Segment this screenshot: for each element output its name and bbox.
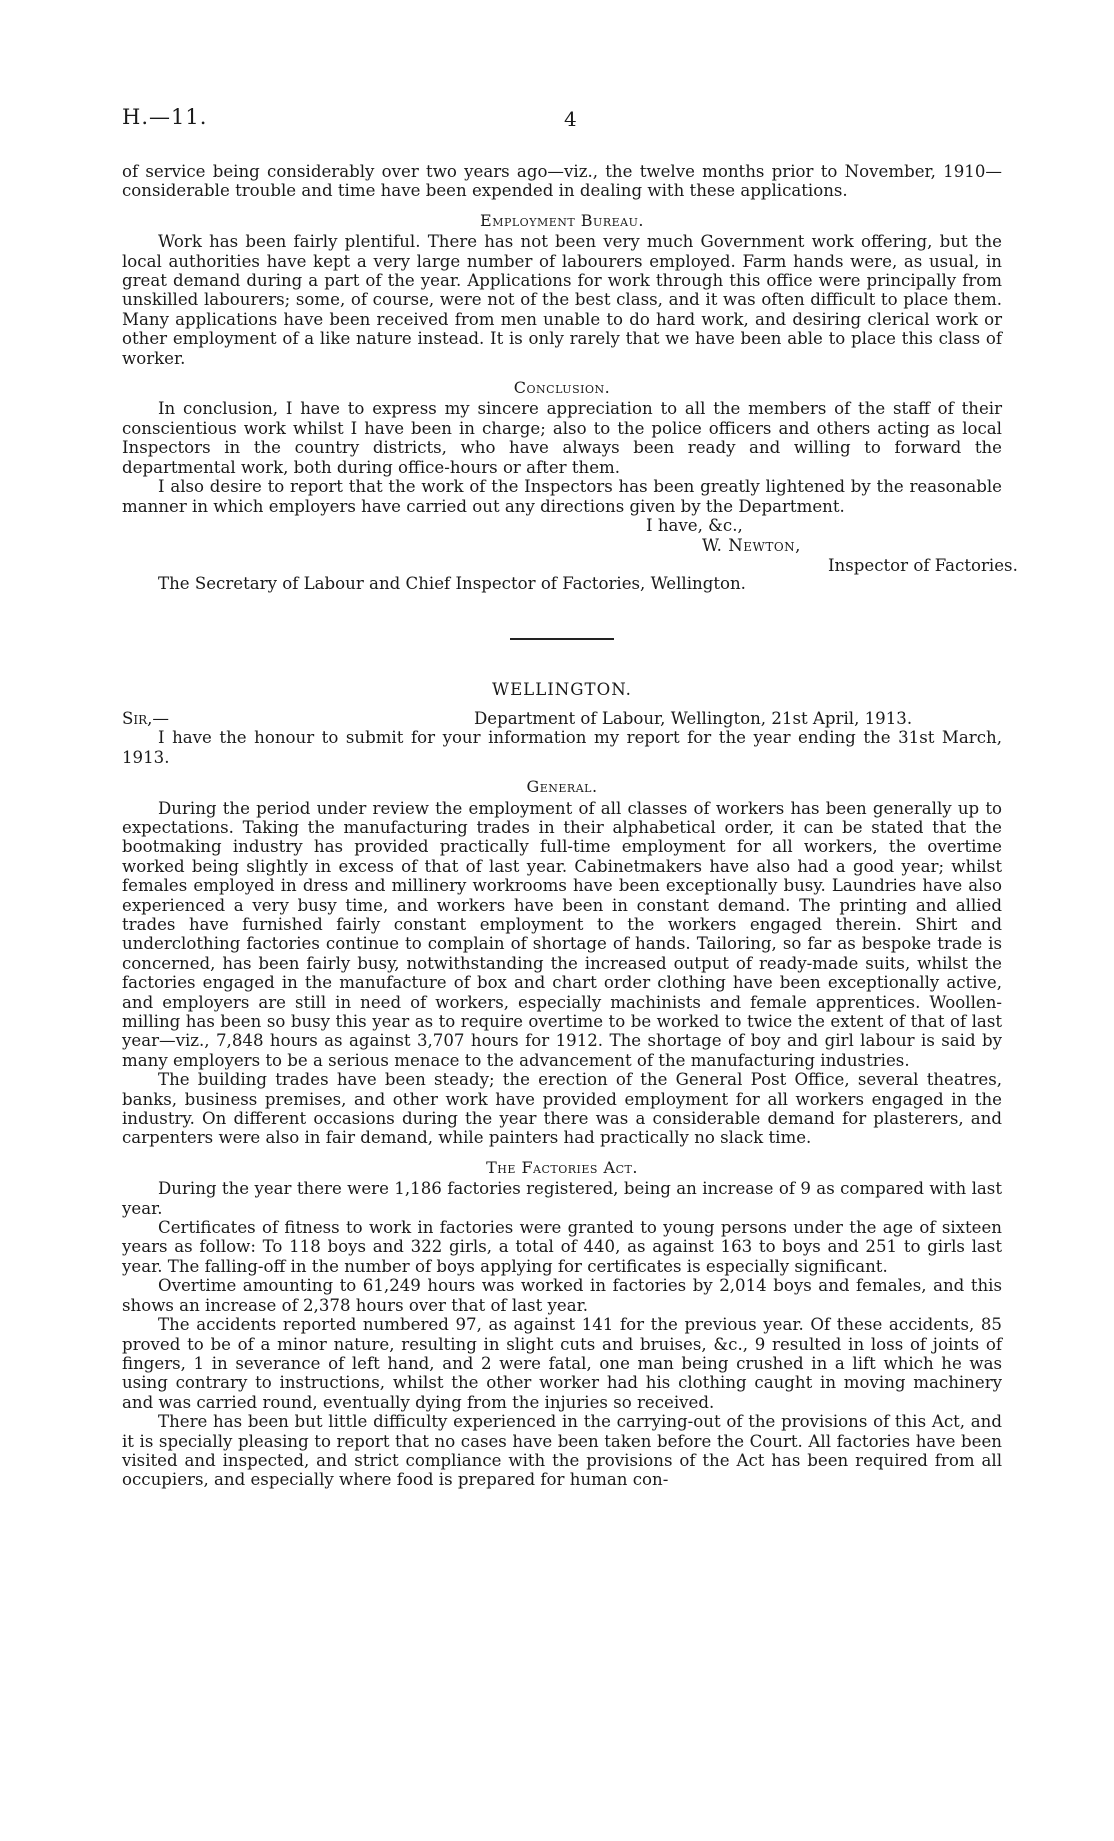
closing-line: I have, &c., [646, 515, 743, 535]
page-body [122, 162, 1018, 1490]
conclusion-paragraph: I also desire to report that the work of the Inspectors has been greatly lightened by the reasonable manner in which employers have carried out any directions given by the Department. [122, 477, 1002, 516]
conclusion-paragraph: In conclusion, I have to express my sincere appreciation to all the members of the staff of their conscientious work whilst I have been in charge; also to the police officers and others acting as local Inspectors in the country districts, who have always been ready and willing to forward the departmental work, both during office-hours or after them. [122, 399, 1002, 477]
general-paragraph: The building trades have been steady; the erection of the General Post Office, several theatres, banks, business premises, and other work have provided employment for all workers engaged in the industry. On different occasions during the year there was a considerable demand for plasterers, and carpenters were also in fair demand, while painters had practically no slack time. [122, 1070, 1002, 1148]
factories-act-heading: The Factories Act. [486, 1157, 638, 1177]
factories-act-paragraph: During the year there were 1,186 factories registered, being an increase of 9 as compared with last year. [122, 1179, 1002, 1218]
report-intro: I have the honour to submit for your information my report for the year ending the 31st March, 1913. [122, 728, 1002, 767]
conclusion-heading: Conclusion. [513, 378, 611, 398]
salutation: Sir,— [122, 709, 170, 729]
signoff-block [122, 515, 1018, 594]
sheet-code: H.—11. [122, 105, 208, 129]
employment-bureau-heading: Employment Bureau. [480, 210, 644, 230]
signature: W. Newton, [702, 535, 801, 555]
salutation-line [122, 709, 1002, 728]
factories-act-paragraph: Certificates of fitness to work in factories were granted to young persons under the age of sixteen years as follow: To 118 boys and 322 girls, a total of 440, as against 163 to boys and 251 to girls last year. The falling-off in the number of boys applying for certificates is especially significant. [122, 1218, 1002, 1276]
general-heading: General. [526, 777, 598, 797]
factories-act-paragraph: There has been but little difficulty experienced in the carrying-out of the provisions of this Act, and it is specially pleasing to report that no cases have been taken before the Court. All factories have been visited and inspected, and strict compliance with the provisions of the Act has been required from all occupiers, and especially where food is prepared for human con- [122, 1412, 1002, 1490]
addressee: The Secretary of Labour and Chief Inspector of Factories, Wellington. [158, 573, 746, 593]
report-place-heading: WELLINGTON. [492, 679, 632, 699]
general-paragraph: During the period under review the employment of all classes of workers has been generally up to expectations. Taking the manufacturing trades in their alphabetical order, it can be stated that the bootmaking industry has provided practically full-time employment for all workers, the overtime worked being slightly in excess of that of last year. Cabinetmakers have also had a good year; whilst females employed in dress and millinery workrooms have been exceptionally busy. Laundries have also experienced a very busy time, and workers have been in constant demand. The printing and allied trades have furnished fairly constant employment to the workers engaged therein. Shirt and underclothing factories continue to complain of shortage of hands. Tailoring, so far as bespoke trade is concerned, has been fairly busy, notwithstanding the increased output of ready-made suits, whilst the factories engaged in the manufacture of box and chart order clothing have been exceptionally active, and employers are still in need of workers, especially machinists and female apprentices. Woollen-milling has been so busy this year as to require overtime to be worked to twice the extent of that of last year—viz., 7,848 hours as against 3,707 hours for 1912. The shortage of boy and girl labour is said by many employers to be a serious menace to the advancement of the manufacturing industries. [122, 798, 1002, 1070]
page-number: 4 [564, 107, 577, 131]
factories-act-paragraph: Overtime amounting to 61,249 hours was worked in factories by 2,014 boys and females, and this shows an increase of 2,378 hours over that of last year. [122, 1276, 1002, 1315]
page-header [122, 105, 1002, 138]
dateline: Department of Labour, Wellington, 21st April, 1913. [474, 709, 913, 729]
signatory-title: Inspector of Factories. [828, 555, 1018, 575]
factories-act-paragraph: The accidents reported numbered 97, as against 141 for the previous year. Of these accidents, 85 proved to be of a minor nature, resulting in slight cuts and bruises, &c., 9 resulted in loss of joints of fingers, 1 in severance of left hand, and 2 were fatal, one man being crushed in a lift which he was using contrary to instructions, whilst the other worker had his clothing caught in moving machinery and was carried round, eventually dying from the injuries so received. [122, 1315, 1002, 1412]
section-divider [510, 638, 614, 640]
employment-bureau-paragraph: Work has been fairly plentiful. There has not been very much Government work offering, but the local authorities have kept a very large number of labourers employed. Farm hands were, as usual, in great demand during a part of the year. Applications for work through this office were principally from unskilled labourers; some, of course, were not of the best class, and it was often difficult to place them. Many applications have been received from men unable to do hard work, and desiring clerical work or other employment of a like nature instead. It is only rarely that we have been able to place this class of worker. [122, 232, 1002, 368]
opening-paragraph: of service being considerably over two years ago—viz., the twelve months prior to November, 1910—considerable trouble and time have been expended in dealing with these applications. [122, 162, 1002, 201]
